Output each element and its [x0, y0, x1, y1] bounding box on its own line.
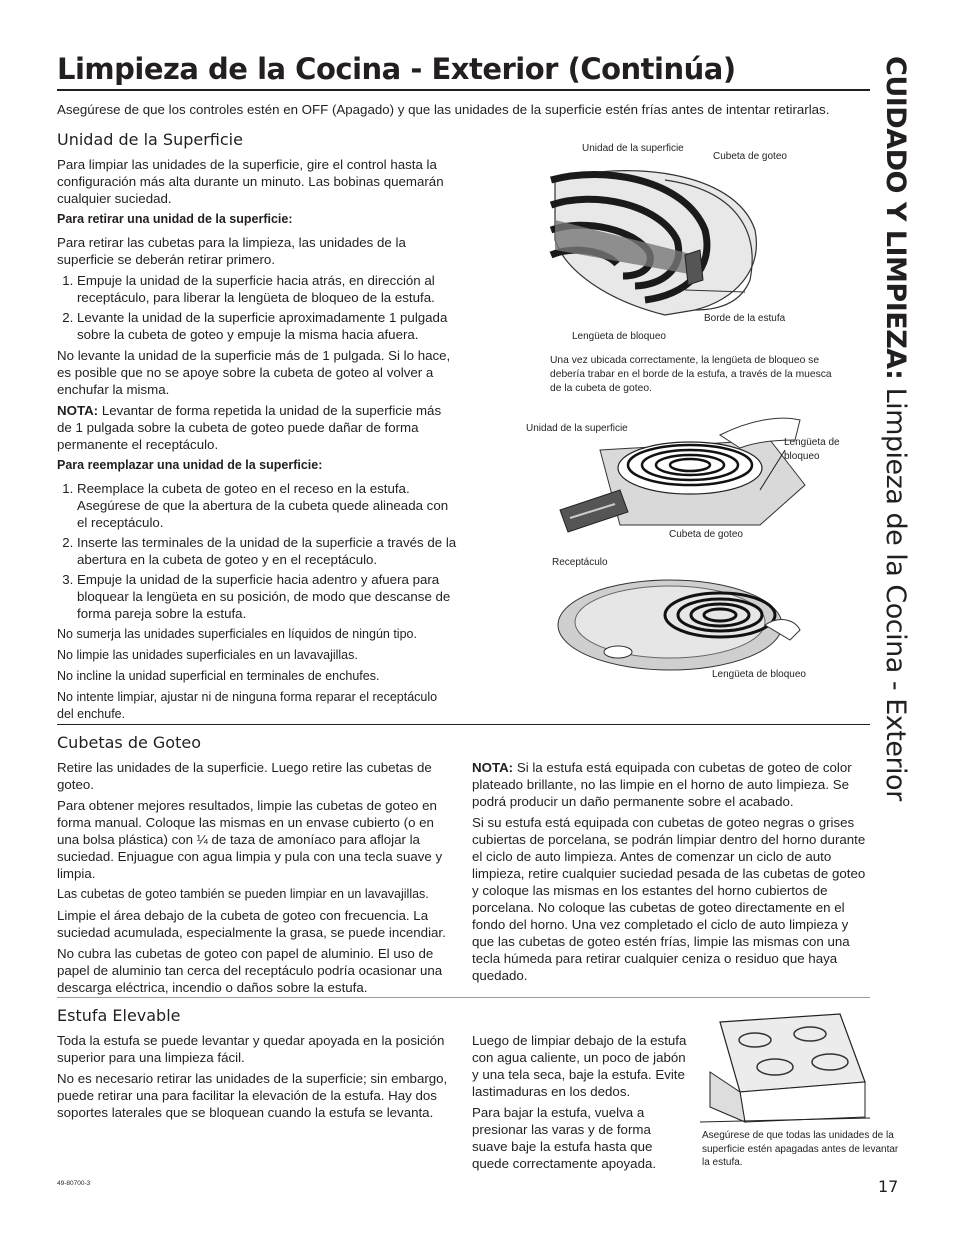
cubetas-p5: No cubra las cubetas de goteo con papel de aluminio. El uso de papel de aluminio tan cerca del receptáculo podría ocasionar una descarga eléctrica, incendio o daños sobre la estufa. [57, 946, 443, 995]
elevable-column-mid [472, 1032, 690, 1176]
side-tab [872, 56, 918, 806]
fig1-caption: Una vez ubicada correctamente, la lengüeta de bloqueo se debería trabar en el borde de la estufa, a través de la muesca de la cubeta de goteo. [550, 355, 832, 394]
replace-heading: Para reemplazar una unidad de la superficie: [57, 458, 323, 472]
list-item: 3. Empuje la unidad de la superficie hacia adentro y afuera para bloquear la lengüeta en su posición, de modo que descanse de forma pareja sobre la estufa. [77, 571, 457, 622]
cubetas-p6: Si su estufa está equipada con cubetas de goteo negras o grises cubiertas de porcelana, se podrán limpiar dentro del horno durante el ciclo de auto limpieza. Antes de comenzar un ciclo de auto limpieza, retire cualquier suciedad pesada de las cubetas de goteo y coloque las mismas en los estantes del horno cubiertos de porcelana. No coloque las cubetas de goteo directamente en el fondo del horno. Una vez completado el ciclo de auto limpieza y que las cubetas de goteo estén frías, limpie las mismas con una tecla húmeda para retirar cualquier ceniza o residuo que haya quedado. [472, 815, 866, 983]
figure-lifted-cooktop [700, 1012, 870, 1127]
unidad-p3: No levante la unidad de la superficie más de 1 pulgada. Si lo hace, es posible que no se apoye sobre la cubeta de goteo al volver a enchufar la misma. [57, 348, 451, 397]
unidad-p2: Para retirar las cubetas para la limpieza, las unidades de la superficie se deberán retirar primero. [57, 235, 406, 267]
elevable-p3: Luego de limpiar debajo de la estufa con agua caliente, un poco de jabón y una tela seca, baje la estufa. Evite lastimaduras en los dedos. [472, 1033, 687, 1099]
fig1-label-edge: Borde de la estufa [704, 313, 786, 324]
section-divider [57, 997, 870, 998]
fig1-label-unit: Unidad de la superficie [582, 143, 684, 154]
list-item: 1. Empuje la unidad de la superficie hacia atrás, en dirección al receptáculo, para liberar la lengüeta de bloqueo de la estufa. [77, 272, 457, 306]
elevable-p4: Para bajar la estufa, vuelva a presionar las varas y de forma suave baje la estufa hasta que quede correctamente apoyada. [472, 1105, 657, 1171]
fig2-label-tab-2: bloqueo [784, 451, 820, 462]
section-heading-elevable: Estufa Elevable [57, 1006, 181, 1025]
list-item: 1. Reemplace la cubeta de goteo en el receso en la estufa. Asegúrese de que la abertura de la cubeta quede alineada con el receptáculo. [77, 480, 457, 531]
warning-2: No limpie las unidades superficiales en un lavavajillas. [57, 648, 358, 662]
page-title: Limpieza de la Cocina - Exterior (Continúa) [57, 52, 736, 86]
unidad-p1: Para limpiar las unidades de la superficie, gire el control hasta la configuración más alta durante un minuto. Las bobinas quemarán cualquier suciedad. [57, 157, 444, 206]
fig1-label-pan: Cubeta de goteo [713, 151, 787, 162]
fig2-label-tab-1: Lengüeta de [784, 437, 840, 448]
section-heading-unidad: Unidad de la Superficie [57, 130, 243, 149]
fig2-label-pan: Cubeta de goteo [669, 529, 743, 540]
page-number: 17 [878, 1177, 899, 1196]
replace-steps [57, 480, 457, 622]
list-item: 2. Inserte las terminales de la unidad de la superficie a través de la abertura en la cubeta de goteo y en el receptáculo. [77, 534, 457, 568]
warning-4: No intente limpiar, ajustar ni de ninguna forma reparar el receptáculo del enchufe. [57, 690, 438, 721]
cubetas-column-left [57, 759, 452, 1000]
remove-steps [57, 272, 457, 343]
side-tab-rest: Limpieza de la Cocina - Exterior [880, 379, 911, 801]
section-heading-cubetas: Cubetas de Goteo [57, 733, 201, 752]
fig2-label-receptacle: Receptáculo [552, 557, 608, 568]
cubetas-p3: Las cubetas de goteo también se pueden limpiar en un lavavajillas. [57, 887, 429, 901]
cubetas-p2: Para obtener mejores resultados, limpie las cubetas de goteo en forma manual. Coloque las mismas en un envase cubierto (o en una bolsa plástica) con ¼ de taza de amoníaco para aflojar la suciedad. Enjuague con agua limpia y pula con una tecla suave y limpia. [57, 798, 443, 881]
document-code: 49-80700-3 [57, 1180, 91, 1187]
title-rule [57, 89, 870, 91]
fig2-label-unit: Unidad de la superficie [526, 423, 628, 434]
side-tab-bold: CUIDADO Y LIMPIEZA: [880, 56, 911, 380]
elevable-caption: Asegúrese de que todas las unidades de la superficie estén apagadas antes de levantar la estufa. [702, 1130, 899, 1168]
cubetas-column-right [472, 759, 872, 988]
figure-surface-unit-closeup [545, 160, 795, 330]
elevable-p1: Toda la estufa se puede levantar y quedar apoyada en la posición superior para una limpieza fácil. [57, 1033, 445, 1065]
list-item: 2. Levante la unidad de la superficie aproximadamente 1 pulgada sobre la cubeta de goteo y empuje la misma hacia afuera. [77, 309, 457, 343]
cubetas-nota: NOTA: Si la estufa está equipada con cubetas de goteo de color plateado brillante, no las limpie en el horno de auto limpieza. Se podrá producir un daño permanente sobre el acabado. [472, 760, 852, 809]
cubetas-p4: Limpie el área debajo de la cubeta de goteo con frecuencia. La suciedad acumulada, especialmente la grasa, se puede incendiar. [57, 908, 446, 940]
cubetas-p1: Retire las unidades de la superficie. Luego retire las cubetas de goteo. [57, 760, 432, 792]
warning-3: No incline la unidad superficial en terminales de enchufes. [57, 669, 380, 683]
remove-heading: Para retirar una unidad de la superficie: [57, 212, 293, 226]
fig1-label-tab: Lengüeta de bloqueo [572, 331, 666, 342]
unidad-nota: NOTA: Levantar de forma repetida la unidad de la superficie más de 1 pulgada sobre la cubeta de goteo puede dañar de forma permanente el receptáculo. [57, 403, 442, 452]
figure-removing-unit [550, 410, 840, 570]
figure-drip-pan [550, 570, 810, 675]
warning-1: No sumerja las unidades superficiales en líquidos de ningún tipo. [57, 627, 417, 641]
unidad-column [57, 156, 457, 727]
fig3-label-tab: Lengüeta de bloqueo [712, 669, 806, 680]
elevable-p2: No es necesario retirar las unidades de la superficie; sin embargo, puede retirar una para facilitar la elevación de la estufa. Hay dos soportes laterales que se bloquean cuando la estufa se levanta. [57, 1071, 448, 1120]
elevable-column-left [57, 1032, 452, 1125]
section-divider [57, 724, 870, 725]
intro-text: Asegúrese de que los controles estén en OFF (Apagado) y que las unidades de la superficie estén frías antes de intentar retirarlas. [57, 102, 830, 117]
